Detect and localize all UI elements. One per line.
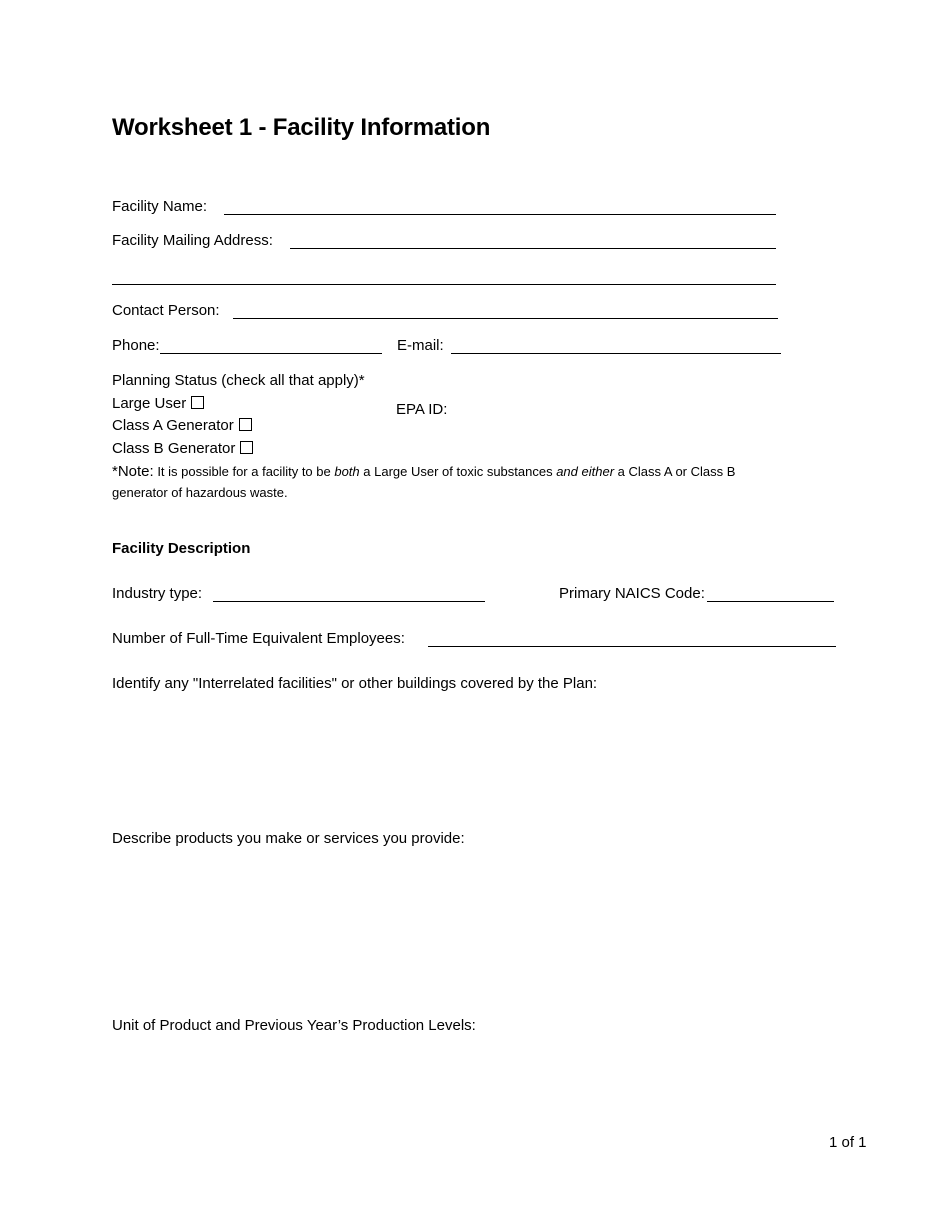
facility-name-label: Facility Name:	[112, 198, 208, 215]
note-emphasis-both: both	[334, 464, 360, 479]
large-user-option[interactable]	[112, 395, 204, 412]
employees-field[interactable]	[428, 632, 836, 647]
facility-description-heading: Facility Description	[112, 540, 251, 557]
note-text-3: a Class A or Class B	[614, 464, 736, 479]
note-emphasis-and-either: and either	[556, 464, 615, 479]
industry-type-label: Industry type:	[112, 585, 203, 602]
mailing-address-field-line2[interactable]	[112, 270, 776, 285]
planning-status-heading: Planning Status (check all that apply)*	[112, 372, 365, 389]
naics-label: Primary NAICS Code:	[559, 585, 705, 602]
planning-note	[112, 463, 735, 480]
production-levels-label: Unit of Product and Previous Year’s Production Levels:	[112, 1017, 476, 1034]
phone-field[interactable]	[160, 339, 382, 354]
mailing-address-label: Facility Mailing Address:	[112, 232, 273, 249]
email-label: E-mail:	[397, 337, 444, 354]
industry-type-field[interactable]	[213, 587, 485, 602]
interrelated-facilities-label: Identify any "Interrelated facilities" or other buildings covered by the Plan:	[112, 675, 598, 692]
contact-person-label: Contact Person:	[112, 302, 220, 319]
employees-label: Number of Full-Time Equivalent Employees:	[112, 630, 405, 647]
class-b-generator-checkbox[interactable]	[240, 441, 253, 454]
production-levels-answer-area[interactable]	[112, 1042, 836, 1122]
epa-id-label: EPA ID:	[396, 401, 448, 418]
class-b-generator-label: Class B Generator	[112, 440, 236, 457]
class-a-generator-checkbox[interactable]	[239, 418, 252, 431]
class-a-generator-label: Class A Generator	[112, 417, 234, 434]
facility-name-field[interactable]	[224, 200, 776, 215]
class-a-generator-option[interactable]	[112, 417, 252, 434]
note-text-2: a Large User of toxic substances	[359, 464, 557, 479]
phone-label: Phone:	[112, 337, 160, 354]
products-services-answer-area[interactable]	[112, 856, 836, 996]
products-services-label: Describe products you make or services you provide:	[112, 830, 465, 847]
large-user-label: Large User	[112, 395, 187, 412]
note-text-1: It is possible for a facility to be	[153, 464, 335, 479]
interrelated-facilities-answer-area[interactable]	[112, 700, 836, 810]
page-title: Worksheet 1 - Facility Information	[112, 114, 491, 141]
contact-person-field[interactable]	[233, 304, 778, 319]
note-line-2: generator of hazardous waste.	[112, 485, 288, 500]
email-field[interactable]	[451, 339, 781, 354]
large-user-checkbox[interactable]	[191, 396, 204, 409]
mailing-address-field[interactable]	[290, 234, 776, 249]
naics-field[interactable]	[707, 587, 834, 602]
class-b-generator-option[interactable]	[112, 440, 253, 457]
page-number: 1 of 1	[829, 1134, 867, 1151]
note-prefix: *Note:	[112, 463, 154, 480]
